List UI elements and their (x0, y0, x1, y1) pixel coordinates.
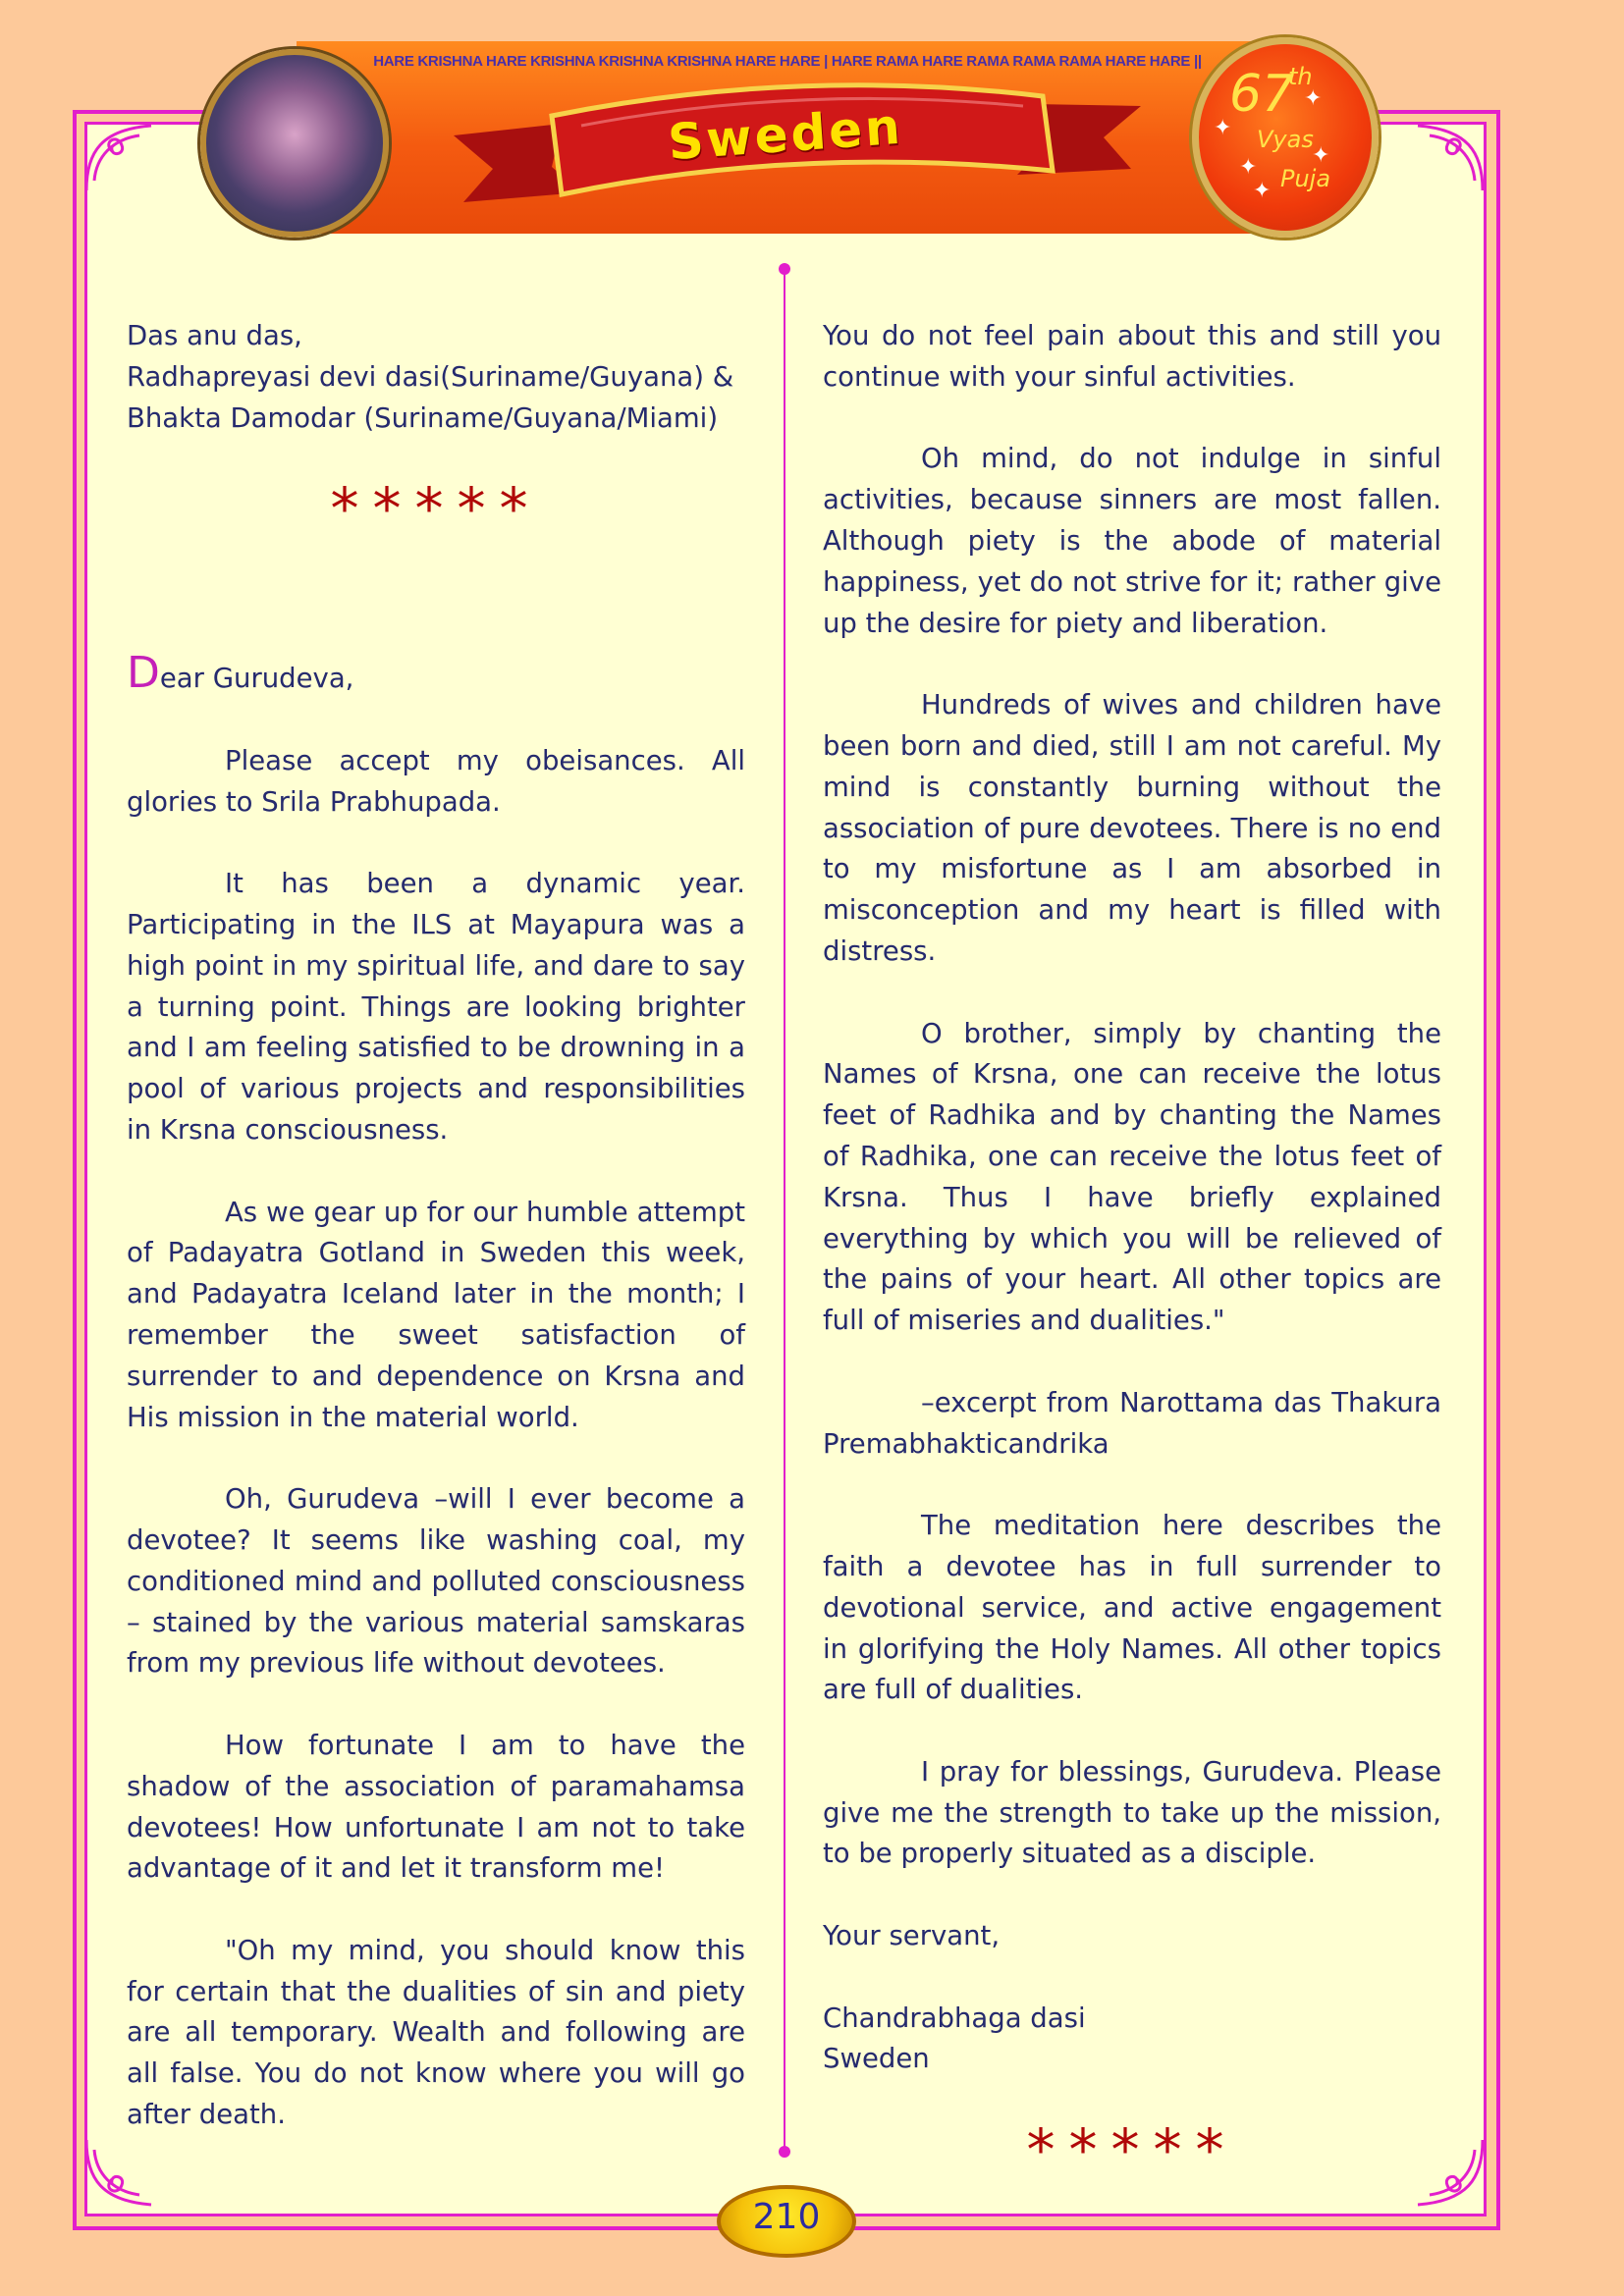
right-column (823, 316, 1441, 2184)
column-divider (784, 269, 785, 2152)
preceding-signature (127, 316, 745, 439)
paragraph: It has been a dynamic year. Participating in the ILS at Mayapura was a high point in my spiritual life, and dare to say a turning point. Things are looking brighter and I am feeling satisfied to be drowning in a pool of various projects and responsibilities in Krsna consciousness. (127, 868, 745, 1146)
page-number: 210 (752, 2197, 821, 2237)
badge-vyas: Vyas (1257, 126, 1314, 153)
left-column (127, 316, 745, 2177)
signature (823, 1999, 1441, 2081)
signature-name: Chandrabhaga dasi (823, 2002, 1086, 2034)
salutation-text: ear Gurudeva, (159, 663, 354, 695)
corner-ornament-top-right (1408, 122, 1487, 200)
paragraph: "Oh my mind, you should know this for certain that the dualities of sin and piety are all temporary. Wealth and following are all false. You do not know where you will go after death. (127, 1934, 745, 2131)
badge-number: 67 (1229, 65, 1295, 124)
corner-ornament-top-left (82, 122, 161, 200)
sparkle-icon: ✦ (1214, 116, 1232, 140)
paragraph: I pray for blessings, Gurudeva. Please give me the strength to take up the mission, to be properly situated as a disciple. (823, 1755, 1441, 1870)
paragraph: O brother, simply by chanting the Names of Krsna, one can receive the lotus feet of Radhika and by chanting the Names of Radhika, one can receive the lotus feet of Krsna. Thus I have briefly explained everything by which you will be relieved of the pains of your heart. All other topics are full of miseries and dualities." (823, 1017, 1441, 1337)
badge-puja: Puja (1280, 165, 1331, 192)
dropcap: D (127, 648, 160, 699)
paragraph: Hundreds of wives and children have been born and died, still I am not careful. My mind is constantly burning without the association of pure devotees. There is no end to my misfortune as I am absorbed in misconception and my heart is filled with distress. (823, 689, 1441, 967)
paragraph: The meditation here describes the faith a devotee has in full surrender to devotional service, and active engagement in glorifying the Holy Names. All other topics are full of dualities. (823, 1510, 1441, 1706)
divider-dot-bottom (779, 2146, 790, 2158)
mantra-line: HARE KRISHNA HARE KRISHNA KRISHNA KRISHNA HARE HARE | HARE RAMA HARE RAMA RAMA RAMA HARE HARE || (373, 53, 1202, 70)
banner-title: Sweden (666, 97, 905, 172)
sparkle-icon: ✦ (1239, 155, 1258, 180)
paragraph: Please accept my obeisances. All glories to Srila Prabhupada. (127, 744, 745, 818)
paragraph: Oh mind, do not indulge in sinful activities, because sinners are most fallen. Although piety is the abode of material happiness, yet do not strive for it; rather give up the desire for piety and liberation. (823, 443, 1441, 639)
signature-line: Das anu das, (127, 320, 302, 351)
badge-suffix: th (1288, 63, 1313, 90)
signature-line: Bhakta Damodar (Suriname/Guyana/Miami) (127, 401, 719, 434)
divider-dot-top (779, 263, 790, 275)
paragraph: How fortunate I am to have the shadow of the association of paramahamsa devotees! How unfortunate I am not to take advantage of it and let it transform me! (127, 1729, 745, 1885)
sparkle-icon: ✦ (1304, 86, 1323, 111)
signature-line: Radhapreyasi devi dasi(Suriname/Guyana) & (127, 360, 734, 393)
paragraph: As we gear up for our humble attempt of Padayatra Gotland in Sweden this week, and Padayatra Iceland later in the month; I remember the sweet satisfaction of surrender to and dependence on Krsna and His mission in the material world. (127, 1196, 745, 1433)
deity-image (200, 49, 389, 238)
sparkle-icon: ✦ (1253, 179, 1272, 203)
separator-stars: ***** (330, 475, 542, 543)
closing: Your servant, (823, 1920, 1001, 1952)
sparkle-icon: ✦ (1312, 143, 1330, 168)
signature-country: Sweden (823, 2043, 930, 2075)
paragraph: You do not feel pain about this and still you continue with your sinful activities. (823, 320, 1441, 393)
paragraph: Oh, Gurudeva –will I ever become a devotee? It seems like washing coal, my conditioned mind and polluted consciousness – stained by the various material samskaras from my previous life without devotees. (127, 1483, 745, 1680)
salutation (127, 648, 745, 700)
excerpt-citation: –excerpt from Narottama das Thakura Premabhakticandrika (823, 1386, 1441, 1460)
separator-stars: ***** (1026, 2116, 1238, 2184)
